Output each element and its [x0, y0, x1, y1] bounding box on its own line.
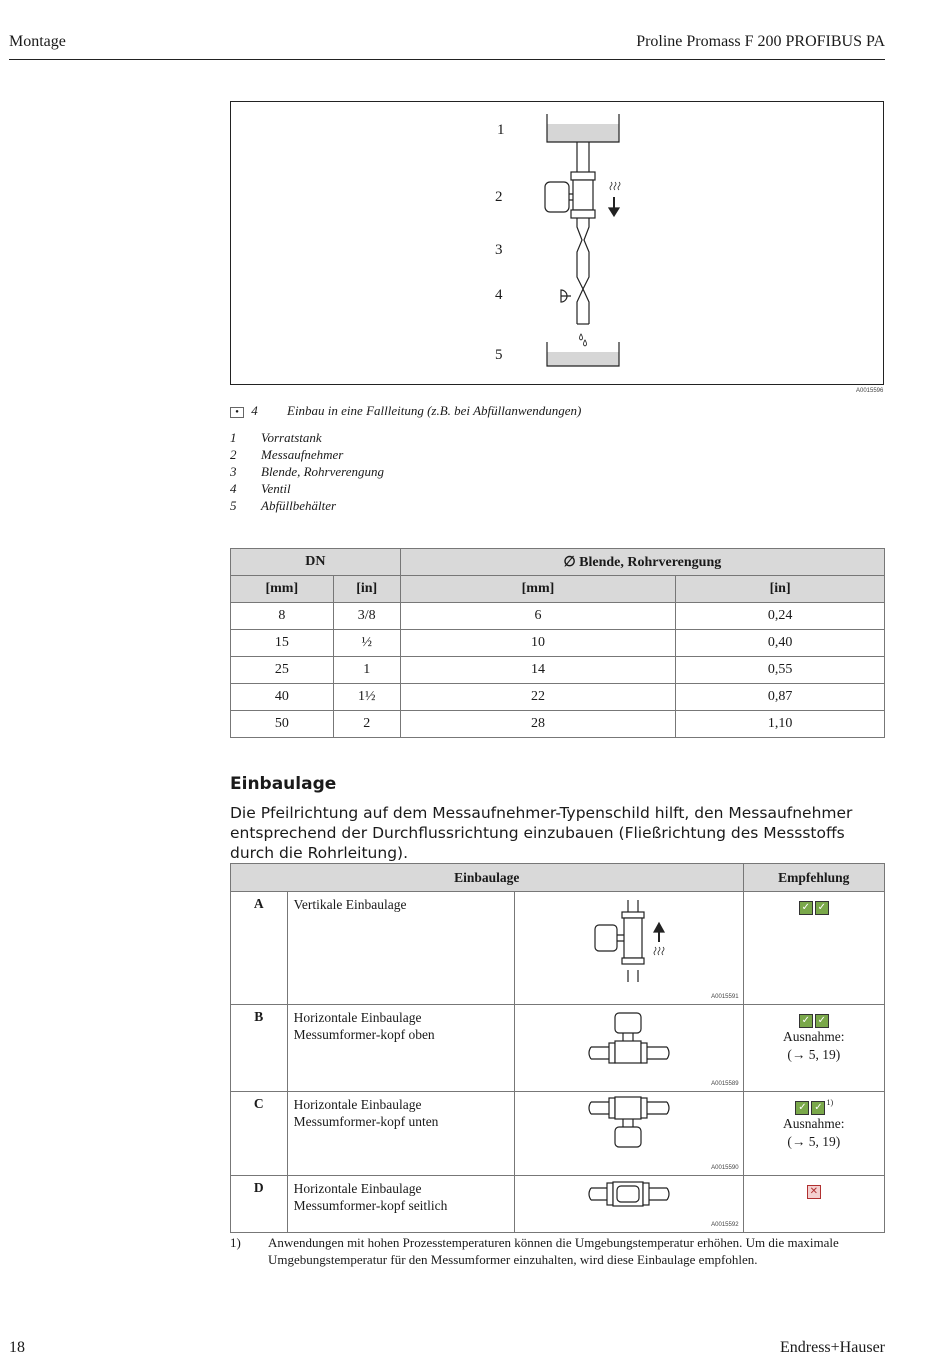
section-title: Einbaulage	[230, 774, 337, 794]
footnote-text: Anwendungen mit hohen Prozesstemperaturen können die Umgebungstemperatur erhöhen. Um die maximale Umgebungstemperatur für den Messumformer einzuhalten, wird diese Einbaulage empfohlen.	[268, 1235, 839, 1267]
recommendation-cell	[743, 892, 884, 1005]
exception-label: Ausnahme:	[783, 1029, 845, 1044]
horizontal-bottom-meter-diagram	[515, 1092, 743, 1171]
table-row	[231, 603, 885, 630]
table-cell: 22	[400, 684, 675, 711]
figure-label-2: 2	[495, 189, 503, 205]
table-cell: 14	[400, 657, 675, 684]
header-blende: ∅ Blende, Rohrverengung	[400, 549, 884, 576]
row-label: A	[231, 892, 288, 1005]
table-cell: 0,55	[676, 657, 885, 684]
row-image	[514, 1092, 743, 1176]
recommendation-cell	[743, 1176, 884, 1233]
table-cell: 0,24	[676, 603, 885, 630]
table-cell: 10	[400, 630, 675, 657]
checkmark-icon: ✓	[799, 1014, 813, 1028]
table-cell: 1½	[333, 684, 400, 711]
figure-caption-number: 4	[251, 403, 258, 418]
header-einbaulage: Einbaulage	[231, 864, 744, 892]
table-cell: 3/8	[333, 603, 400, 630]
row-image	[514, 892, 743, 1005]
checkmark-icon: ✓	[811, 1101, 825, 1115]
figure-legend	[230, 429, 384, 514]
footer-brand: Endress+Hauser	[780, 1339, 885, 1356]
legend-text: Vorratstank	[261, 430, 322, 445]
section-paragraph: Die Pfeilrichtung auf dem Messaufnehmer-Typenschild hilft, den Messaufnehmer entsprechend der Durchflussrichtung einzubauen (Fließrichtung des Messstoffs durch die Rohrleitung).	[230, 804, 853, 862]
row-image	[514, 1005, 743, 1092]
header-product: Proline Promass F 200 PROFIBUS PA	[636, 33, 885, 50]
falling-pipe-drawing	[231, 102, 883, 384]
subheader-mm: [mm]	[400, 576, 675, 603]
page-number: 18	[9, 1339, 25, 1356]
legend-item	[230, 480, 384, 497]
legend-number: 2	[230, 447, 237, 462]
exception-reference[interactable]: (→ 5, 19)	[787, 1134, 841, 1149]
legend-text: Blende, Rohrverengung	[261, 464, 384, 479]
footnote	[230, 1234, 890, 1268]
legend-number: 5	[230, 498, 237, 513]
table-cell: 8	[231, 603, 334, 630]
row-description: Horizontale Einbaulage Messumformer-kopf unten	[287, 1092, 514, 1176]
legend-item	[230, 446, 384, 463]
diagram-code: A0015591	[711, 994, 739, 1000]
legend-text: Abfüllbehälter	[261, 498, 337, 513]
table-cell: 0,40	[676, 630, 885, 657]
exception-reference[interactable]: (→ 5, 19)	[787, 1047, 841, 1062]
checkmark-icon: ✓	[815, 1014, 829, 1028]
row-label: D	[231, 1176, 288, 1233]
table-row	[231, 892, 885, 1005]
legend-number: 4	[230, 481, 237, 496]
table-cell: 15	[231, 630, 334, 657]
header-dn: DN	[231, 549, 401, 576]
table-cell: 50	[231, 711, 334, 738]
header-empfehlung: Empfehlung	[743, 864, 884, 892]
diagram-code: A0015589	[711, 1081, 739, 1087]
table-row	[231, 711, 885, 738]
row-description: Horizontale Einbaulage Messumformer-kopf seitlich	[287, 1176, 514, 1233]
recommendation-cell	[743, 1092, 884, 1176]
table-cell: 1,10	[676, 711, 885, 738]
legend-text: Messaufnehmer	[261, 447, 344, 462]
header-rule	[9, 59, 885, 60]
footnote-number: 1)	[230, 1235, 241, 1250]
figure-label-3: 3	[495, 242, 503, 258]
horizontal-top-meter-diagram	[515, 1005, 743, 1087]
diagram-code: A0015590	[711, 1165, 739, 1171]
legend-text: Ventil	[261, 481, 291, 496]
recommendation-cell	[743, 1005, 884, 1092]
subheader-in: [in]	[333, 576, 400, 603]
figure-code: A0015596	[856, 388, 884, 394]
cross-icon: ✕	[807, 1185, 821, 1199]
row-label: C	[231, 1092, 288, 1176]
table-cell: 40	[231, 684, 334, 711]
table-cell: 2	[333, 711, 400, 738]
table-row	[231, 1092, 885, 1176]
horizontal-side-meter-diagram	[515, 1176, 743, 1228]
table-row	[231, 684, 885, 711]
figure-falling-pipe	[230, 101, 884, 385]
diagram-code: A0015592	[711, 1222, 739, 1228]
checkmark-icon: ✓	[795, 1101, 809, 1115]
legend-number: 1	[230, 430, 237, 445]
row-description: Vertikale Einbaulage	[287, 892, 514, 1005]
figure-caption-text: Einbau in eine Fallleitung (z.B. bei Abfüllanwendungen)	[287, 403, 582, 418]
checkmark-icon: ✓	[815, 901, 829, 915]
subheader-mm: [mm]	[231, 576, 334, 603]
orifice-table	[230, 548, 885, 738]
table-cell: 1	[333, 657, 400, 684]
table-cell: 6	[400, 603, 675, 630]
figure-caption	[230, 403, 581, 419]
row-image	[514, 1176, 743, 1233]
figure-label-4: 4	[495, 287, 503, 303]
table-cell: ½	[333, 630, 400, 657]
row-label: B	[231, 1005, 288, 1092]
footnote-marker[interactable]: 1)	[826, 1098, 834, 1107]
checkmark-icon: ✓	[799, 901, 813, 915]
figure-label-5: 5	[495, 347, 503, 363]
table-row	[231, 630, 885, 657]
figure-icon: ●	[230, 407, 244, 418]
table-row	[231, 657, 885, 684]
row-description: Horizontale Einbaulage Messumformer-kopf oben	[287, 1005, 514, 1092]
table-row	[231, 1176, 885, 1233]
table-cell: 28	[400, 711, 675, 738]
table-cell: 25	[231, 657, 334, 684]
header-section: Montage	[9, 33, 66, 50]
legend-item	[230, 429, 384, 446]
legend-number: 3	[230, 464, 237, 479]
subheader-in: [in]	[676, 576, 885, 603]
legend-item	[230, 463, 384, 480]
figure-label-1: 1	[497, 122, 505, 138]
table-row	[231, 1005, 885, 1092]
legend-item	[230, 497, 384, 514]
orientation-table	[230, 863, 885, 1233]
vertical-meter-diagram	[515, 892, 743, 1000]
exception-label: Ausnahme:	[783, 1116, 845, 1131]
table-cell: 0,87	[676, 684, 885, 711]
